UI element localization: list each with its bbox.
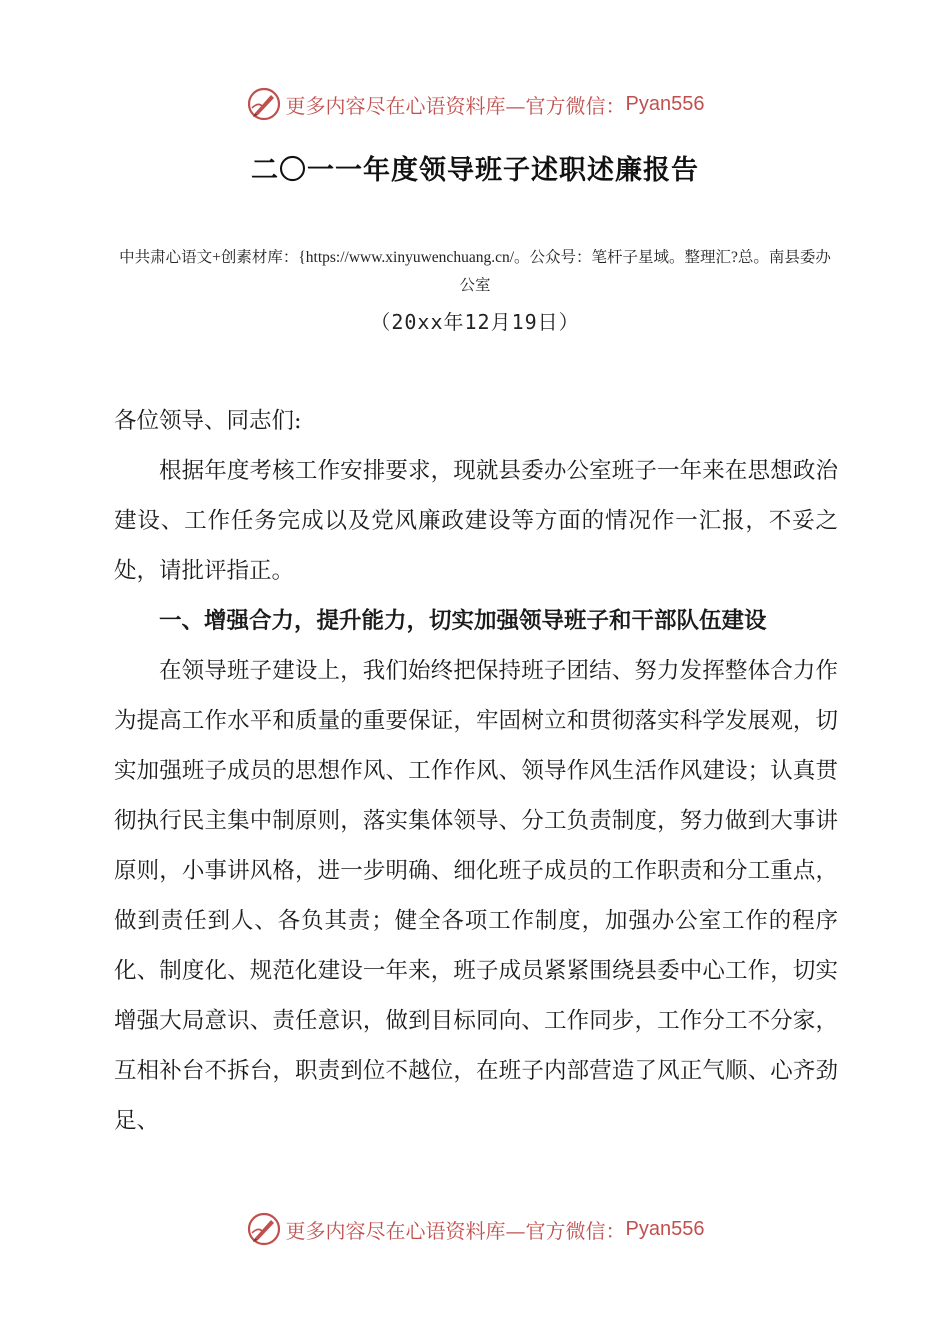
document-body [114,396,838,1146]
intro-paragraph: 根据年度考核工作安排要求，现就县委办公室班子一年来在思想政治建设、工作任务完成以及党风廉政建设等方面的情况作一汇报，不妥之处，请批评指正。 [114,458,838,584]
watermark-wechat-id: Pyan556 [625,92,705,115]
salutation: 各位领导、同志们: [114,408,302,434]
section-heading: 一、增强合力，提升能力，切实加强领导班子和干部队伍建设 [159,608,767,634]
source-line: 中共肃心语文+创素材库：{https://www.xinyuwenchuang.cn/。公众号：笔杆子星域。整理汇?总。南县委办公室 [119,249,831,294]
document-title: 二〇一一年度领导班子述职述廉报告 [251,155,699,186]
watermark-text: 更多内容尽在心语资料库—官方微信： [285,1218,626,1243]
document-date: （20xx年12月19日） [370,310,580,334]
watermark-footer [0,1209,950,1249]
watermark-header [0,84,950,124]
pen-logo-icon [246,1211,282,1247]
pen-logo-icon [246,86,282,122]
watermark-wechat-id: Pyan556 [625,1217,705,1240]
section-paragraph: 在领导班子建设上，我们始终把保持班子团结、努力发挥整体合力作为提高工作水平和质量的重要保证，牢固树立和贯彻落实科学发展观，切实加强班子成员的思想作风、工作作风、领导作风生活作风建设；认真贯彻执行民主集中制原则，落实集体领导、分工负责制度，努力做到大事讲原则，小事讲风格，进一步明确、细化班子成员的工作职责和分工重点，做到责任到人、各负其责；健全各项工作制度，加强办公室工作的程序化、制度化、规范化建设一年来，班子成员紧紧围绕县委中心工作，切实增强大局意识、责任意识，做到目标同向、工作同步，工作分工不分家，互相补台不拆台，职责到位不越位，在班子内部营造了风正气顺、心齐劲足、 [114,658,838,1134]
watermark-text: 更多内容尽在心语资料库—官方微信： [285,93,626,118]
